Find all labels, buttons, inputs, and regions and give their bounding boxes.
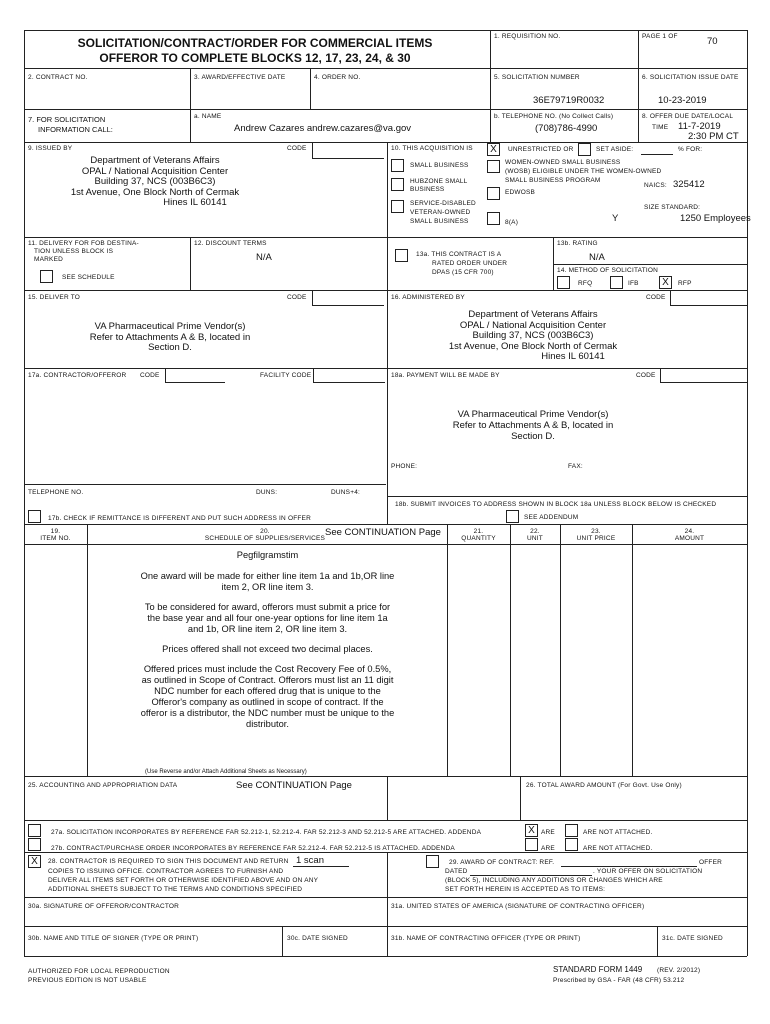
27b-are-not-label: ARE NOT ATTACHED. [583, 845, 653, 852]
ifb-checkbox[interactable] [610, 276, 623, 289]
submit-invoices-label: 18b. SUBMIT INVOICES TO ADDRESS SHOWN IN BLOCK 18a UNLESS BLOCK BELOW IS CHECKED [395, 501, 717, 508]
solicitation-number-label: 5. SOLICITATION NUMBER [494, 74, 580, 81]
31b-label: 31b. NAME OF CONTRACTING OFFICER (TYPE OR PRINT) [391, 935, 581, 942]
rated-order-label1: 13a. THIS CONTRACT IS A [416, 251, 502, 258]
item-title: Pegfilgramstim [236, 550, 299, 560]
total-award-label: 26. TOTAL AWARD AMOUNT (For Govt. Use Only) [526, 782, 682, 789]
wosb-label2: (WOSB) ELIGIBLE UNDER THE WOMEN-OWNED [505, 168, 662, 175]
rated-order-label3: DPAS (15 CFR 700) [432, 269, 494, 276]
31c-label: 31c. DATE SIGNED [662, 935, 723, 942]
31a-label: 31a. UNITED STATES OF AMERICA (SIGNATURE OF CONTRACTING OFFICER) [391, 903, 645, 910]
telephone-no-label: TELEPHONE NO. [28, 489, 84, 496]
method-label: 14. METHOD OF SOLICITATION [557, 267, 659, 274]
time-label: TIME [652, 124, 669, 131]
small-business-label: SMALL BUSINESS [410, 162, 469, 169]
28-line3: DELIVER ALL ITEMS SET FORTH OR OTHERWISE IDENTIFIED ABOVE AND ON ANY [48, 877, 319, 884]
27a-are-not-checkbox[interactable] [565, 824, 578, 837]
rfp-label: RFP [678, 280, 692, 287]
28-line2: COPIES TO ISSUING OFFICE. CONTRACTOR AGREES TO FURNISH AND [48, 868, 284, 875]
offer-due-label: 8. OFFER DUE DATE/LOCAL [642, 113, 734, 120]
solicitation-number[interactable]: 36E79719R0032 [533, 95, 605, 106]
sdvosb-checkbox[interactable] [391, 200, 404, 213]
administered-by-code-label: CODE [646, 294, 666, 301]
offer-due-date[interactable]: 11-7-2019 [678, 121, 721, 132]
discount-terms-label: 12. DISCOUNT TERMS [194, 240, 267, 247]
wosb-checkbox[interactable] [487, 160, 500, 173]
set-aside-label: SET ASIDE: [596, 146, 634, 153]
size-standard[interactable]: 1250 Employees [680, 213, 751, 224]
continuation-page-note: See CONTINUATION Page [325, 527, 441, 538]
edwosb-label: EDWOSB [505, 189, 536, 196]
28-copies[interactable]: 1 scan [296, 855, 324, 866]
ifb-label: IFB [628, 280, 639, 287]
27b-are-checkbox[interactable] [525, 838, 538, 851]
naics-code[interactable]: 325412 [673, 179, 705, 190]
28-line1: 28. CONTRACTOR IS REQUIRED TO SIGN THIS DOCUMENT AND RETURN [48, 858, 289, 865]
contact-name[interactable]: Andrew Cazares andrew.cazares@va.gov [234, 123, 412, 134]
col-amount: 24. AMOUNT [674, 528, 705, 542]
rfq-checkbox[interactable] [557, 276, 570, 289]
payment-code-label: CODE [636, 372, 656, 379]
eight-a-value: Y [612, 213, 619, 224]
col-item-no: 19. ITEM NO. [40, 528, 71, 542]
administered-by-label: 16. ADMINISTERED BY [391, 294, 465, 301]
solicitation-info-label2: INFORMATION CALL: [38, 125, 113, 134]
see-schedule-label: SEE SCHEDULE [62, 274, 115, 281]
set-aside-checkbox[interactable] [578, 143, 591, 156]
acquisition-label: 10. THIS ACQUISITION IS [391, 145, 473, 152]
accounting-label: 25. ACCOUNTING AND APPROPRIATION DATA [28, 782, 178, 789]
27a-checkbox[interactable] [28, 824, 41, 837]
contract-no-label: 2. CONTRACT NO. [28, 74, 88, 81]
payment-by-label: 18a. PAYMENT WILL BE MADE BY [391, 372, 500, 379]
27a-are-checkbox[interactable]: X [525, 824, 538, 837]
telephone-label: b. TELEPHONE NO. (No Collect Calls) [494, 113, 614, 120]
29-checkbox[interactable] [426, 855, 439, 868]
29-line3: (BLOCK 5), INCLUDING ANY ADDITIONS OR CHANGES WHICH ARE [445, 877, 663, 884]
27b-are-not-checkbox[interactable] [565, 838, 578, 851]
page-total: 70 [707, 36, 718, 47]
29-dated: DATED [445, 868, 468, 875]
hubzone-checkbox[interactable] [391, 178, 404, 191]
issued-by-code-label: CODE [287, 145, 307, 152]
offer-due-time[interactable]: 2:30 PM CT [688, 131, 739, 142]
eight-a-checkbox[interactable] [487, 212, 500, 225]
30a-label: 30a. SIGNATURE OF OFFEROR/CONTRACTOR [28, 903, 180, 910]
footer-authorized: AUTHORIZED FOR LOCAL REPRODUCTION [28, 968, 170, 975]
contractor-label: 17a. CONTRACTOR/OFFEROR [28, 372, 127, 379]
deliver-to-label: 15. DELIVER TO [28, 294, 81, 301]
remittance-checkbox[interactable] [28, 510, 41, 523]
sdvosb-label1: SERVICE-DISABLED [410, 200, 476, 207]
rated-order-checkbox[interactable] [395, 249, 408, 262]
form-title-line1: SOLICITATION/CONTRACT/ORDER FOR COMMERCIAL ITEMS [77, 36, 433, 50]
form-title-line2: OFFEROR TO COMPLETE BLOCKS 12, 17, 23, 24, & 30 [99, 51, 411, 65]
sdvosb-label3: SMALL BUSINESS [410, 218, 469, 225]
remittance-label: 17b. CHECK IF REMITTANCE IS DIFFERENT AND PUT SUCH ADDRESS IN OFFER [48, 515, 311, 522]
rating[interactable]: N/A [589, 252, 605, 263]
27b-are-label: ARE [541, 845, 555, 852]
col-quantity: 21. QUANTITY [461, 528, 496, 542]
solicitation-info-label1: 7. FOR SOLICITATION [28, 115, 106, 124]
payment-address: VA Pharmaceutical Prime Vendor(s) Refer to Attachments A & B, located in Section D. [452, 409, 614, 442]
accounting-value: See CONTINUATION Page [236, 780, 352, 791]
phone-label: PHONE: [391, 463, 418, 470]
contractor-code-label: CODE [140, 372, 160, 379]
issued-by-label: 9. ISSUED BY [28, 145, 73, 152]
col-unit: 22. UNIT [527, 528, 543, 542]
rated-order-label2: RATED ORDER UNDER [432, 260, 508, 267]
rfq-label: RFQ [578, 280, 593, 287]
rfp-checkbox[interactable]: X [659, 276, 672, 289]
28-line4: ADDITIONAL SHEETS SUBJECT TO THE TERMS AND CONDITIONS SPECIFIED [48, 886, 303, 893]
duns-label: DUNS: [256, 489, 278, 496]
29-offer: OFFER [699, 859, 723, 866]
col-schedule: 20. SCHEDULE OF SUPPLIES/SERVICES [204, 528, 326, 542]
see-schedule-checkbox[interactable] [40, 270, 53, 283]
reverse-note: (Use Reverse and/or Attach Additional Sheets as Necessary) [145, 769, 307, 775]
delivery-fob-label1: 11. DELIVERY FOR FOB DESTINA- [28, 240, 139, 247]
hubzone-label1: HUBZONE SMALL [410, 178, 468, 185]
footer-form-name: STANDARD FORM 1449 [553, 965, 643, 974]
addendum-checkbox[interactable] [506, 510, 519, 523]
27a-are-label: ARE [541, 829, 555, 836]
deliver-to-address: VA Pharmaceutical Prime Vendor(s) Refer to Attachments A & B, located in Section D. [89, 321, 251, 353]
deliver-to-code-label: CODE [287, 294, 307, 301]
29-line2: . YOUR OFFER ON SOLICITATION [593, 868, 703, 875]
award-date-label: 3. AWARD/EFFECTIVE DATE [194, 74, 286, 81]
rating-label: 13b. RATING [557, 240, 598, 247]
27b-checkbox[interactable] [28, 838, 41, 851]
28-checkbox[interactable]: X [28, 855, 41, 868]
edwosb-checkbox[interactable] [487, 187, 500, 200]
unrestricted-label: UNRESTRICTED OR [508, 146, 574, 153]
sdvosb-label2: VETERAN-OWNED [410, 209, 471, 216]
27a-are-not-label: ARE NOT ATTACHED. [583, 829, 653, 836]
footer-previous: PREVIOUS EDITION IS NOT USABLE [28, 977, 147, 984]
29-line1: 29. AWARD OF CONTRACT: REF. [449, 859, 555, 866]
27a-label: 27a. SOLICITATION INCORPORATES BY REFERENCE FAR 52.212-1, 52.212-4. FAR 52.212-3 AND 52.212-5 ARE ATTACHED. ADDENDA [51, 829, 482, 836]
footer-prescribed: Prescribed by GSA - FAR (48 CFR) 53.212 [553, 977, 685, 984]
delivery-fob-label3: MARKED [34, 256, 64, 263]
27b-label: 27b. CONTRACT/PURCHASE ORDER INCORPORATES BY REFERENCE FAR 52.212-4. FAR 52.212-5 IS ATTACHED. ADDENDA [51, 845, 455, 852]
size-standard-label: SIZE STANDARD: [644, 204, 701, 211]
percent-for-label: % FOR: [678, 146, 703, 153]
requisition-label: 1. REQUISITION NO. [494, 33, 561, 40]
facility-code-label: FACILITY CODE [260, 372, 312, 379]
duns4-label: DUNS+4: [331, 489, 361, 496]
30b-label: 30b. NAME AND TITLE OF SIGNER (TYPE OR PRINT) [28, 935, 199, 942]
wosb-label1: WOMEN-OWNED SMALL BUSINESS [505, 159, 621, 166]
small-business-checkbox[interactable] [391, 159, 404, 172]
fax-label: FAX: [568, 463, 583, 470]
wosb-label3: SMALL BUSINESS PROGRAM [505, 177, 601, 184]
issue-date-label: 6. SOLICITATION ISSUE DATE [642, 74, 739, 81]
footer-revision: (REV. 2/2012) [657, 967, 701, 974]
unrestricted-checkbox[interactable]: X [487, 143, 500, 156]
30c-label: 30c. DATE SIGNED [287, 935, 348, 942]
administered-by-address: Department of Veterans Affairs OPAL / National Acquisition Center Building 37, NCS (003B6C3) 1st Avenue, One Block North of Cermak Hines IL 60141 [448, 309, 618, 362]
col-unit-price: 23. UNIT PRICE [576, 528, 616, 542]
telephone[interactable]: (708)786-4990 [535, 123, 598, 134]
issued-by-address: Department of Veterans Affairs OPAL / National Acquisition Center Building 37, NCS (003B6C3) 1st Avenue, One Block North of Cermak Hines IL 60141 [70, 155, 240, 208]
discount-terms[interactable]: N/A [256, 252, 272, 263]
schedule-description: Pegfilgramstim One award will be made for either line item 1a and 1b,OR line item 2, OR line item 3. To be considered for award, offerors must submit a price for the base year and all four one-year options for line item 1a and 1b, OR line item 2, OR line item 3. Prices offered shall not exceed two decimal places. Offered prices must include the Cost Recovery Fee of 0.5%, as outlined in Scope of Contract. Offerors must list an 11 digit NDC number for each offered drug that is unique to the Offeror's company as outlined in scope of contract. If the offeror is a distributor, the NDC number must be unique to the distributor. [140, 550, 395, 729]
issue-date[interactable]: 10-23-2019 [658, 95, 707, 106]
29-line4: SET FORTH HEREIN IS ACCEPTED AS TO ITEMS: [445, 886, 606, 893]
page-label: PAGE 1 OF [642, 33, 678, 40]
delivery-fob-label2: TION UNLESS BLOCK IS [34, 248, 114, 255]
naics-label: NAICS: [644, 182, 667, 189]
contact-name-label: a. NAME [194, 113, 222, 120]
eight-a-label: 8(A) [505, 219, 519, 226]
addendum-label: SEE ADDENDUM [524, 514, 579, 521]
order-no-label: 4. ORDER NO. [314, 74, 361, 81]
hubzone-label2: BUSINESS [410, 186, 445, 193]
